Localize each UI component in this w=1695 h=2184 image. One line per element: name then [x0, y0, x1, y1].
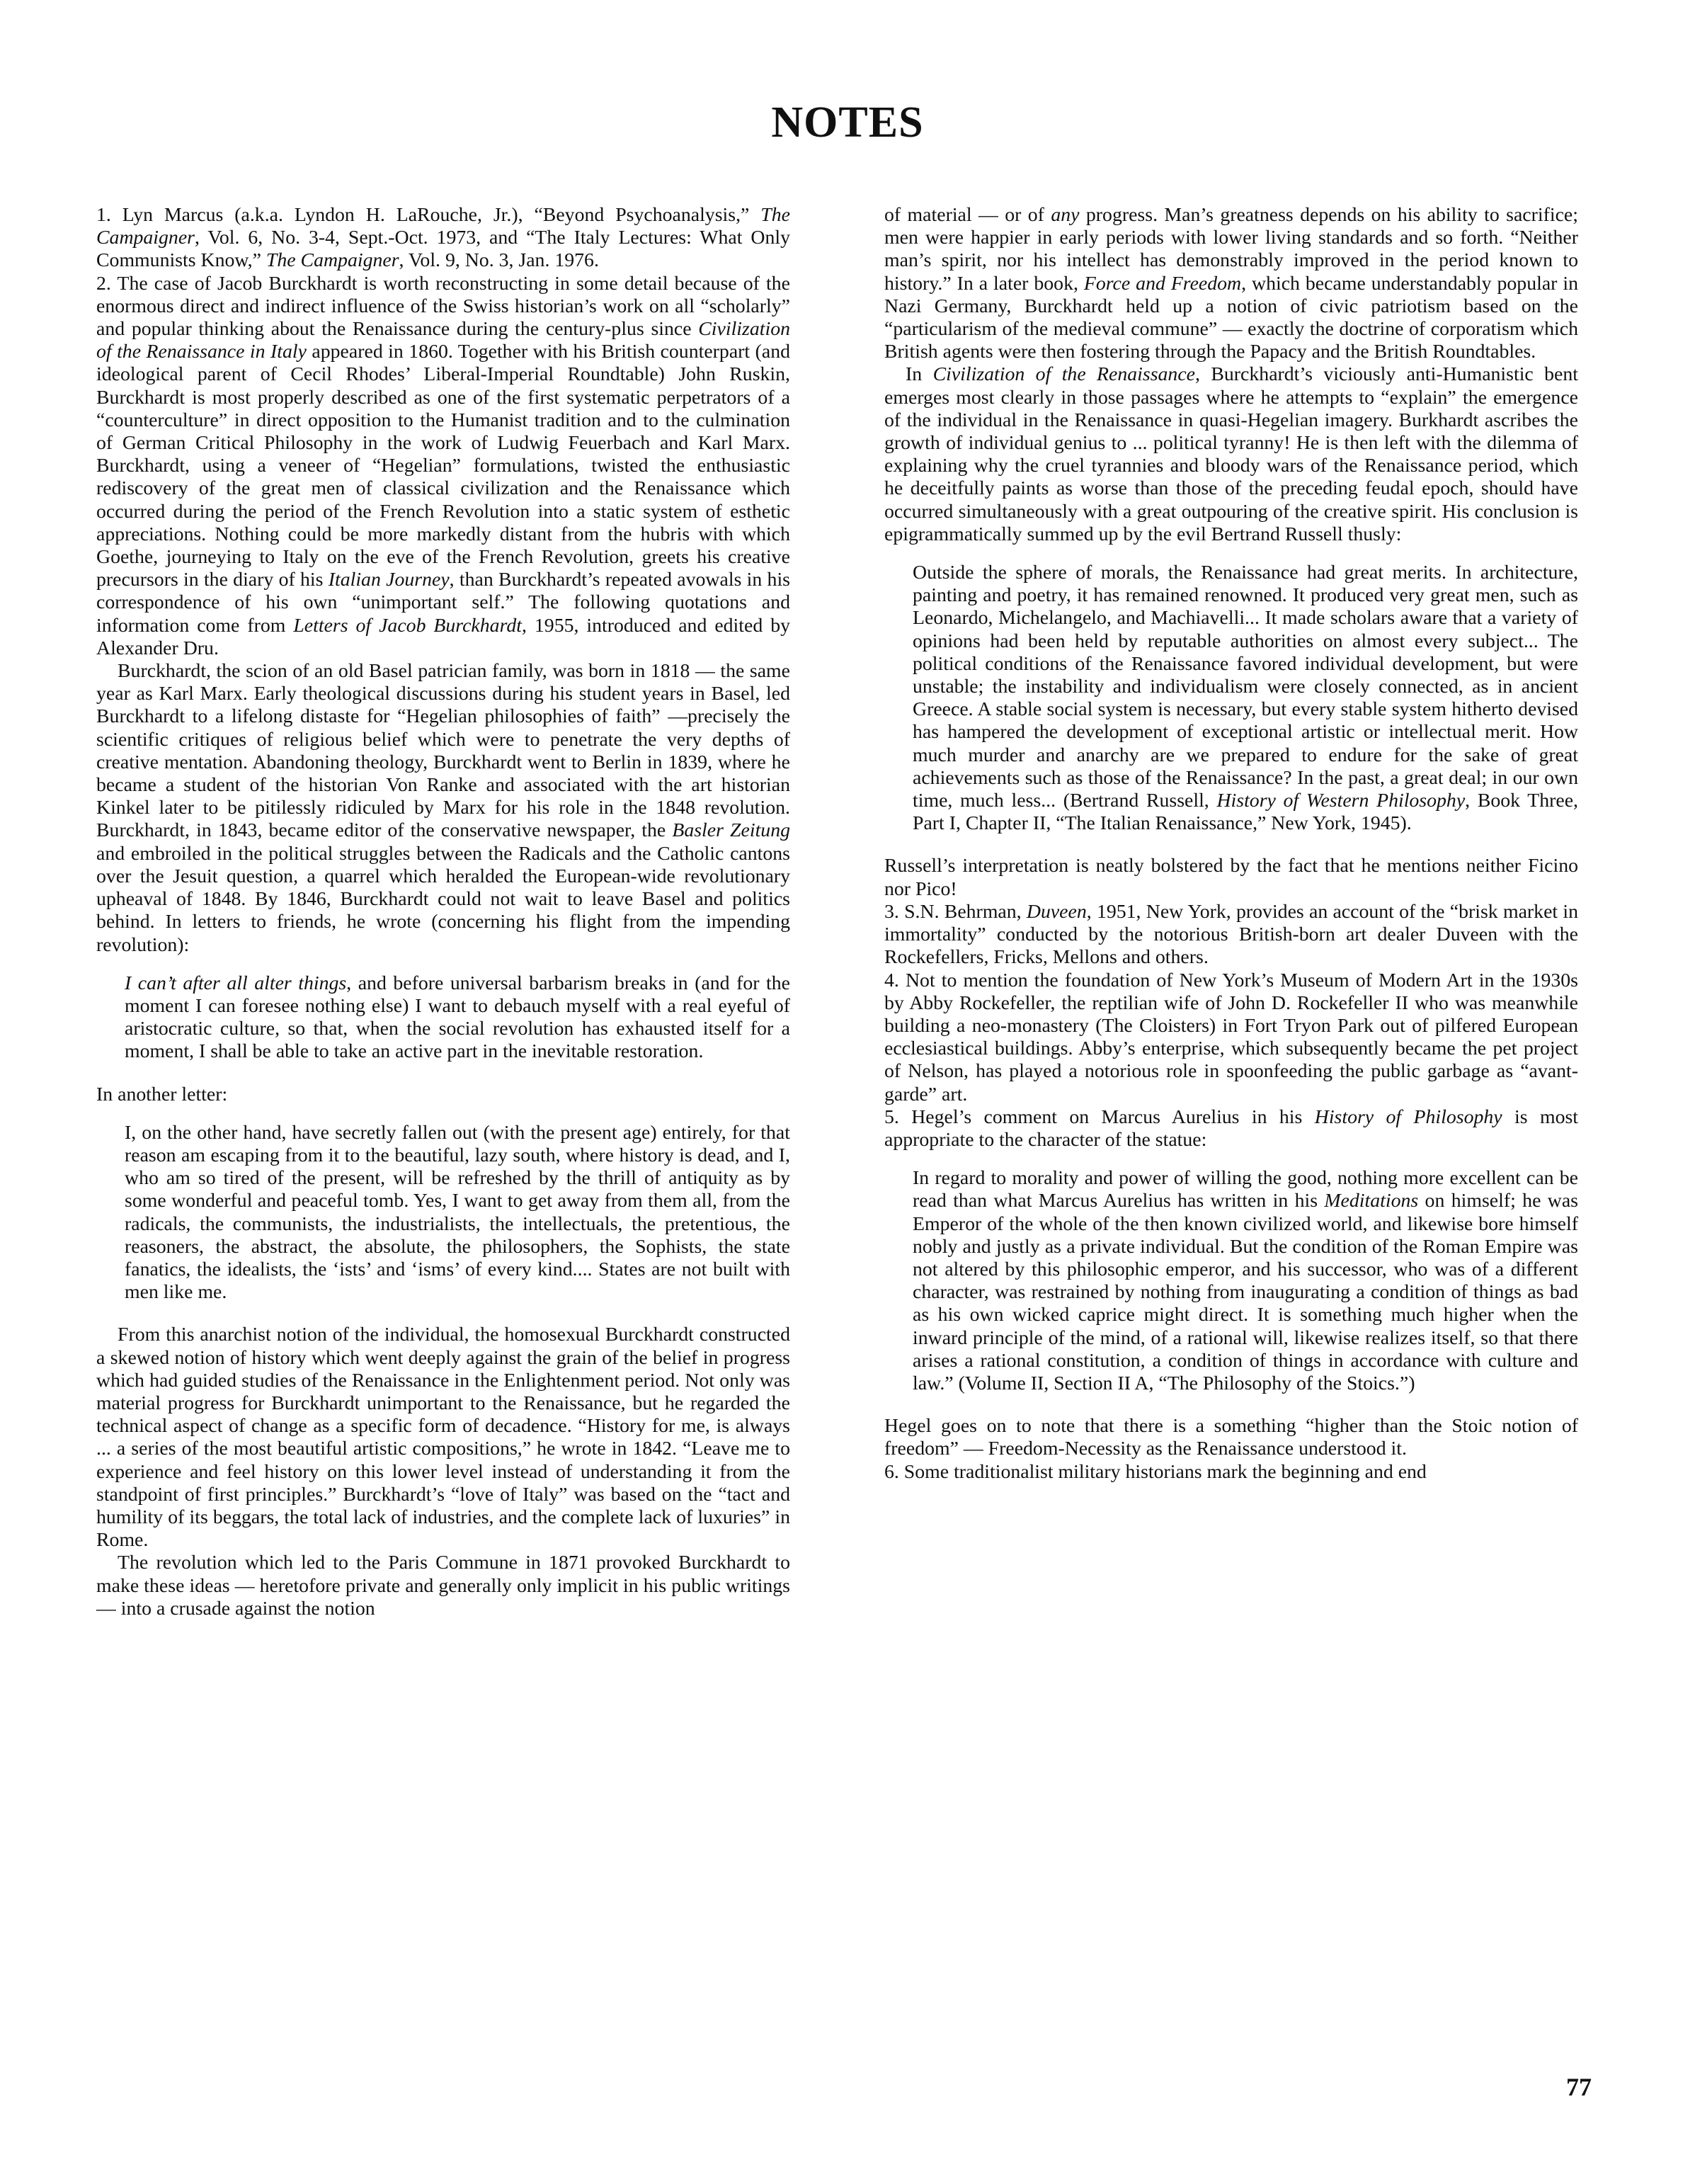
note-3-text-2: , 1951, New York, provides an account of the “brisk market in immortality” conducted by the notorious British-born art dealer Duveen with the Rockefellers, Fricks, Mellons and others. — [884, 900, 1578, 969]
hegel-quote-text-2: on himself; he was Emperor of the whole of the then known civilized world, and likewise bore himself nobly and justly as a private individual. But the condition of the Roman Empire was not altered by this philosophic emperor, and his successor, who was of a different character, was restrained by nothing from inaugurating a condition of things as bad as his own wicked caprice might direct. It is something much higher when the inward principle of the mind, of a rational will, likewise realizes itself, so that there arises a rational constitution, a condition of things in accordance with culture and law.” (Volume II, Section II A, “The Philosophy of the Stoics.”) — [913, 1190, 1578, 1394]
russell-book-title: History of Western Philosophy — [1216, 790, 1466, 812]
note-4: 4. Not to mention the foundation of New York’s Museum of Modern Art in the 1930s by Abby Rockefeller, the reptilian wife of John D. Rockefeller II who was meanwhile building a neo-monastery (The Cloisters) in Fort Tryon Park out of pilfered European ecclesiastical buildings. Abby’s enterprise, which subsequently became the pet project of Nelson, has played a notorious role in spoonfeeding the public garbage as “avant-garde” art. — [884, 969, 1578, 1105]
left-column — [96, 204, 790, 1620]
block-quote-letter-2 — [125, 1122, 790, 1304]
civilization-paragraph — [884, 363, 1578, 546]
note-3-text: 3. S.N. Behrman, — [884, 900, 1027, 923]
note-2 — [96, 273, 790, 660]
page-number: 77 — [1566, 2073, 1592, 2101]
russell-quote-text: Outside the sphere of morals, the Renaissance had great merits. In architecture, painting and poetry, it has remained renowned. It produced very great men, such as Leonardo, Michelangelo, and Machiavelli... It made scholars aware that a variety of opinions had been held by reputable authorities on almost every subject... The political conditions of the Renaissance favored individual development, but were unstable; the instability and individualism were closely connected, as in ancient Greece. A stable social system is necessary, but every stable system hitherto devised has hampered the development of exceptional artistic or intellectual merit. How much murder and anarchy are we prepared to endure for the sake of great achievements such as those of the Renaissance? In the past, a great deal; in our own time, much less... (Bertrand Russell, — [913, 562, 1578, 812]
note-2-book-title-3: Letters of Jacob Burckhardt — [293, 614, 522, 637]
quote-2-text: I, on the other hand, have secretly fallen out (with the present age) entirely, for that reason am escaping from it to the beautiful, lazy south, where history is dead, and I, who am so tired of the present, will be refreshed by the thrill of antiquity as by some wonderful and peaceful tomb. Yes, I want to get away from them all, from the radicals, the communists, the industrialists, the intellectuals, the pretentious, the reasoners, the abstract, the absolute, the philosophers, the Sophists, the state fanatics, the idealists, the ‘ists’ and ‘isms’ of every kind.... States are not built with men like me. — [125, 1121, 790, 1304]
quote-1-text: , and before universal barbarism breaks in (and for the moment I can foresee nothing else) I want to debauch myself with a real eyeful of aristocratic culture, so that, when the social revolution has exhausted itself for a moment, I shall be able to take an active part in the inevitable restoration. — [125, 972, 791, 1063]
burckhardt-biography-paragraph — [96, 660, 790, 957]
anarchist-notion-paragraph: From this anarchist notion of the individual, the homosexual Burckhardt constructed a skewed notion of history which went deeply against the grain of the belief in progress which had guided studies of the Renaissance in the Enlightenment period. Not only was material progress for Burckhardt unimportant to the Renaissance, but he regarded the technical aspect of change as a specific form of decadence. “History for me, is always ... a series of the most beautiful artistic compositions,” he wrote in 1842. “Leave me to experience and feel history on this lower level instead of understanding it from the standpoint of first principles.” Burckhardt’s “love of Italy” was based on the “tact and humility of its beggars, the total lack of industries, and the complete lack of luxuries” in Rome. — [96, 1324, 790, 1552]
another-letter-label: In another letter: — [96, 1083, 228, 1105]
note-3-book-title: Duveen — [1026, 900, 1087, 923]
right-column — [884, 204, 1578, 1484]
quote-1-emphasis: I can’t after all alter things — [125, 972, 347, 994]
continued-paragraph — [884, 204, 1578, 363]
note-2-text-2: appeared in 1860. Together with his British counterpart (and ideological parent of Cecil Rhodes’ Liberal-Imperial Roundtable) John Ruskin, Burckhardt is most properly described as one of the first systematic perpetrators of a “counterculture” in direct opposition to the Humanist tradition and to the culmination of German Critical Philosophy in the work of Ludwig Feuerbach and Karl Marx. Burckhardt, using a veneer of “Hegelian” formulations, twisted the enthusiastic rediscovery of the great men of classical civilization and the Renaissance which occurred during the period of the French Revolution into a static system of esthetic appreciations. Nothing could be more markedly distant from the hubris with which Goethe, journeying to Italy on the eve of the French Revolution, greets his creative precursors in the diary of his — [96, 341, 790, 591]
note-5-book-title: History of Philosophy — [1314, 1105, 1502, 1128]
note-2-text: 2. The case of Jacob Burckhardt is worth reconstructing in some detail because of the enormous direct and indirect influence of the Swiss historian’s work on all “scholarly” and popular thinking about the Renaissance during the century-plus since — [96, 272, 790, 341]
note-2-text-3: , than Burckhardt’s repeated avowals in his correspondence of his own “unimportant self.” The following quotations and information come from — [96, 569, 790, 637]
note-1-journal: The Campaigner — [96, 204, 790, 249]
block-quote-letter-1 — [125, 972, 790, 1064]
note-5 — [884, 1106, 1578, 1151]
block-quote-hegel — [913, 1167, 1578, 1395]
russell-interpretation-paragraph: Russell’s interpretation is neatly bolstered by the fact that he mentions neither Ficino nor Pico! — [884, 855, 1578, 900]
note-2-book-title-2: Italian Journey — [328, 569, 450, 591]
book-title-force-and-freedom: Force and Freedom — [1083, 272, 1242, 295]
newspaper-title: Basler Zeitung — [672, 819, 790, 842]
note-1-text-3: , Vol. 9, No. 3, Jan. 1976. — [399, 249, 599, 272]
book-title-civilization: Civilization of the Renaissance — [932, 363, 1196, 386]
note-5-text: 5. Hegel’s comment on Marcus Aurelius in his — [884, 1105, 1315, 1128]
note-1-journal-2: The Campaigner — [266, 249, 399, 272]
russell-quote-citation: , Book Three, Part I, Chapter II, “The Italian Renaissance,” New York, 1945). — [913, 790, 1579, 835]
continued-text: of material — or of — [884, 204, 1051, 226]
paris-commune-paragraph: The revolution which led to the Paris Commune in 1871 provoked Burckhardt to make these ideas — heretofore private and generally only implicit in his public writings — into a crusade against the notion — [96, 1552, 790, 1620]
continued-emphasis: any — [1051, 204, 1080, 226]
note-2-book-title: Civilization of the Renaissance in Italy — [96, 318, 790, 363]
biography-text: Burckhardt, the scion of an old Basel patrician family, was born in 1818 — the same year as Karl Marx. Early theological discussions during his student years in Basel, led Burckhardt to a lifelong distaste for “Hegelian philosophies of faith” —precisely the scientific critiques of religious belief which were to penetrate the very depths of creative mentation. Abandoning theology, Burckhardt went to Berlin in 1839, where he became a student of the historian Von Ranke and associated with the art historian Kinkel later to be pitilessly ridiculed by Marx for his role in the 1848 revolution. Burckhardt, in 1843, became editor of the conservative newspaper, the — [96, 660, 790, 842]
note-1-text: 1. Lyn Marcus (a.k.a. Lyndon H. LaRouche, Jr.), “Beyond Psychoanalysis,” — [96, 204, 761, 226]
block-quote-russell — [913, 562, 1578, 835]
note-1-text-2: , Vol. 6, No. 3-4, Sept.-Oct. 1973, and “The Italy Lectures: What Only Communists Know,” — [96, 227, 790, 272]
note-2-text-4: , 1955, introduced and edited by Alexander Dru. — [96, 614, 790, 659]
continued-text-2: progress. Man’s greatness depends on his ability to sacrifice; men were happier in early periods with lower living standards and so forth. “Neither man’s spirit, nor his intellect has demonstrably improved in the period known to history.” In a later book, — [884, 204, 1578, 295]
hegel-followup-paragraph: Hegel goes on to note that there is a something “higher than the Stoic notion of freedom” — Freedom-Necessity as the Renaissance understood it. — [884, 1415, 1578, 1460]
biography-text-2: and embroiled in the political struggles between the Radicals and the Catholic cantons over the Jesuit question, a quarrel which heralded the European-wide revolutionary upheaval of 1848. By 1846, Burckhardt could not wait to leave Basel and politics behind. In letters to friends, he wrote (concerning his flight from the impending revolution): — [96, 842, 790, 956]
note-6: 6. Some traditionalist military historians mark the beginning and end — [884, 1460, 1427, 1483]
civilization-text-2: , Burckhardt’s viciously anti-Humanistic bent emerges most clearly in those passages where he attempts to “explain” the emergence of the individual in the Renaissance in quasi-Hegelian imagery. Burkhardt ascribes the growth of individual genius to ... political tyranny! He is then left with the dilemma of explaining why the cruel tyrannies and bloody wars of the Renaissance period, which he deceitfully paints as worse than those of the preceding feudal epoch, should have occurred simultaneously with a great outpouring of the creative spirit. His conclusion is epigrammatically summed up by the evil Bertrand Russell thusly: — [884, 363, 1579, 545]
hegel-quote-text: In regard to morality and power of willing the good, nothing more excellent can be read than what Marcus Aurelius has written in his — [913, 1167, 1578, 1212]
hegel-quote-book-title: Meditations — [1324, 1190, 1419, 1212]
continued-text-3: , which became understandably popular in Nazi Germany, Burckhardt held up a notion of civic patriotism based on the “particularism of the medieval commune” — exactly the doctrine of corporatism which British agents were then fostering through the Papacy and the British Roundtables. — [884, 272, 1578, 363]
note-1 — [96, 204, 790, 273]
note-5-text-2: is most appropriate to the character of the statue: — [884, 1105, 1579, 1151]
page-title: NOTES — [771, 98, 924, 147]
note-3 — [884, 901, 1578, 969]
civilization-text: In — [906, 363, 933, 386]
